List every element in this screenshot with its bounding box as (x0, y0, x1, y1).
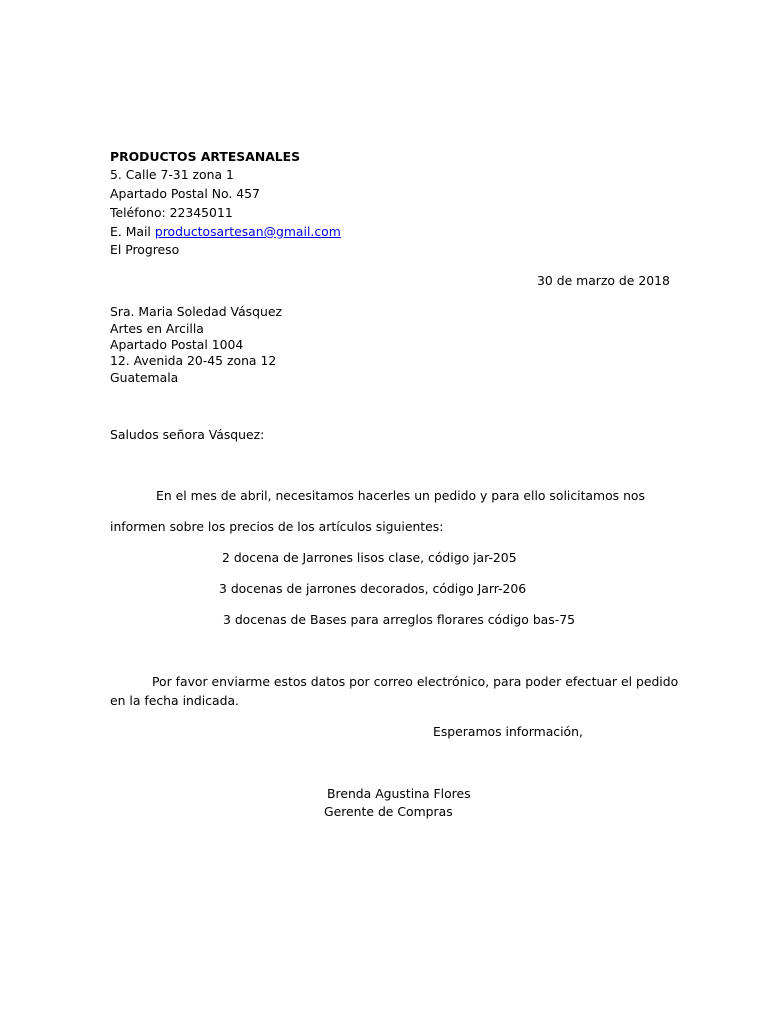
body-paragraph-2-line-1: Por favor enviarme estos datos por correo electrónico, para poder efectuar el pedido (152, 674, 679, 689)
recipient-street: 12. Avenida 20-45 zona 12 (110, 353, 277, 368)
greeting: Saludos señora Vásquez: (110, 427, 265, 442)
sender-city: El Progreso (110, 242, 180, 257)
body-paragraph-1-line-2: informen sobre los precios de los artículos siguientes: (110, 519, 444, 534)
signature-title: Gerente de Compras (324, 804, 453, 819)
signature-name: Brenda Agustina Flores (327, 786, 471, 801)
letter-date: 30 de marzo de 2018 (537, 273, 670, 288)
email-label: E. Mail (110, 224, 151, 239)
sender-phone: Teléfono: 22345011 (110, 205, 233, 220)
list-item: 2 docena de Jarrones lisos clase, código jar-205 (222, 550, 517, 565)
sender-company: PRODUCTOS ARTESANALES (110, 149, 301, 164)
sender-po-box: Apartado Postal No. 457 (110, 186, 260, 201)
recipient-company: Artes en Arcilla (110, 321, 204, 336)
list-item: 3 docenas de Bases para arreglos florares código bas-75 (223, 612, 575, 627)
recipient-city: Guatemala (110, 370, 179, 385)
sender-street: 5. Calle 7-31 zona 1 (110, 167, 234, 182)
email-link[interactable]: productosartesan@gmail.com (154, 224, 341, 239)
recipient-name: Sra. Maria Soledad Vásquez (110, 304, 282, 319)
recipient-po-box: Apartado Postal 1004 (110, 337, 244, 352)
body-paragraph-1-line-1: En el mes de abril, necesitamos hacerles un pedido y para ello solicitamos nos (156, 488, 645, 503)
body-paragraph-2-line-2: en la fecha indicada. (110, 693, 239, 708)
list-item: 3 docenas de jarrones decorados, código Jarr-206 (219, 581, 527, 596)
sender-email-line (110, 224, 341, 240)
closing: Esperamos información, (433, 724, 583, 739)
